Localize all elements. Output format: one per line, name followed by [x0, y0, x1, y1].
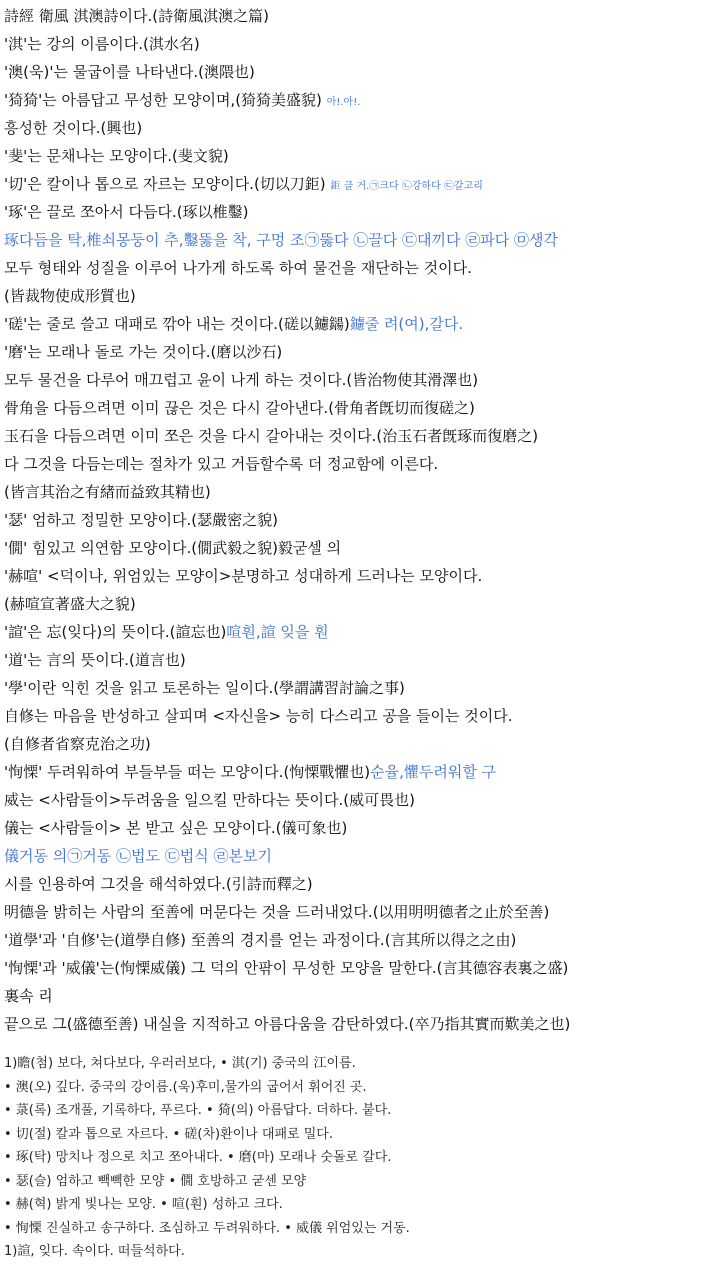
line-text: '瑟' 엄하고 정밀한 모양이다.(瑟嚴密之貌): [4, 511, 278, 529]
line-text: (赫喧宣著盛大之貌): [4, 595, 136, 613]
line-text: (皆言其治之有緖而益致其精也): [4, 483, 211, 501]
text-line: [4, 902, 709, 922]
footnote-line: • 赫(혁) 밝게 빛나는 모양. • 喧(훤) 성하고 크다.: [4, 1197, 283, 1212]
text-line: [4, 790, 709, 810]
text-line: [4, 566, 709, 586]
line-annotation: 순율,懼두려워할 구: [370, 763, 497, 781]
text-line: [4, 230, 709, 250]
line-text: '琢'은 끌로 쪼아서 다듬다.(琢以椎鑿): [4, 203, 249, 221]
line-text: '猗猗'는 아름답고 무성한 모양이며,(猗猗美盛貌): [4, 91, 327, 109]
line-text: 骨角을 다듬으려면 이미 끊은 것은 다시 갈아낸다.(骨角者旣切而復磋之): [4, 399, 475, 417]
line-text: 끝으로 그(盛德至善) 내실을 지적하고 아름다움을 감탄하였다.(卒乃指其實而歎美之也): [4, 1015, 571, 1033]
line-text: '斐'는 문채나는 모양이다.(斐文貌): [4, 147, 229, 165]
text-line: [4, 286, 709, 306]
line-text: 모두 물건을 다루어 매끄럽고 윤이 나게 하는 것이다.(皆治物使其滑澤也): [4, 371, 479, 389]
line-annotation: 喧훤,諠 잊을 훤: [226, 623, 329, 641]
line-text: '恂慄'과 '威儀'는(恂慄威儀) 그 덕의 안팎이 무성한 모양을 말한다.(言其德容表裏之盛): [4, 959, 569, 977]
text-line: [4, 62, 709, 82]
line-text: 威는 <사람들이>두려움을 일으킬 만하다는 뜻이다.(威可畏也): [4, 791, 415, 809]
footnote-line: • 澳(오) 깊다. 중국의 강이름.(욱)후미,물가의 굽어서 휘어진 곳.: [4, 1079, 367, 1095]
line-text: '澳(욱)'는 물굽이를 나타낸다.(澳隈也): [4, 63, 255, 81]
line-text: '諠'은 忘(잊다)의 뜻이다.(諠忘也): [4, 623, 227, 641]
line-text: 儀는 <사람들이> 본 받고 싶은 모양이다.(儀可象也): [4, 819, 348, 837]
text-line: [4, 258, 709, 278]
line-text: 詩經 衛風 淇澳詩이다.(詩衛風淇澳之篇): [4, 7, 269, 25]
text-line: [4, 6, 709, 26]
line-text: 흥성한 것이다.(興也): [4, 119, 143, 137]
line-text: '磨'는 모래나 돌로 가는 것이다.(磨以沙石): [4, 343, 283, 361]
line-text: '磋'는 줄로 쓸고 대패로 깎아 내는 것이다.(磋以鑢鐋): [4, 315, 350, 333]
line-annotation: 儀거동 의㉠거동 ㉡법도 ㉢법식 ㉣본보기: [4, 847, 272, 865]
text-line: [4, 426, 709, 446]
line-text: (皆裁物使成形質也): [4, 287, 136, 305]
text-line: [4, 482, 709, 502]
line-text: 모두 형태와 성질을 이루어 나가게 하도록 하여 물건을 재단하는 것이다.: [4, 259, 472, 277]
text-line: [4, 594, 709, 614]
footnote-line: 1)諠, 잊다. 속이다. 떠들석하다.: [4, 1244, 185, 1259]
text-line: [4, 958, 709, 978]
line-text: 明德을 밝히는 사람의 至善에 머문다는 것을 드러내었다.(以用明明德者之止於至善): [4, 903, 550, 921]
text-line: [4, 650, 709, 670]
text-line: [4, 370, 709, 390]
line-text: '道'는 言의 뜻이다.(道言也): [4, 651, 186, 669]
footnote-line: • 恂慄 진실하고 송구하다. 조심하고 두려워하다. • 威儀 위엄있는 거동.: [4, 1220, 410, 1236]
text-line: [4, 762, 709, 782]
line-text: '道學'과 '自修'는(道學自修) 至善의 경지를 얻는 과정이다.(言其所以得之之由): [4, 931, 517, 949]
footnote-line: 1)瞻(첨) 보다, 쳐다보다, 우러러보다, • 淇(기) 중국의 江이름.: [4, 1056, 356, 1071]
text-line: [4, 986, 709, 1006]
text-line: [4, 454, 709, 474]
footnote-line: • 瑟(슬) 엄하고 빽빽한 모양 • 僩 호방하고 굳센 모양: [4, 1173, 307, 1189]
text-line: [4, 622, 709, 642]
text-line: [4, 538, 709, 558]
text-line: [4, 846, 709, 866]
line-text: '學'이란 익힌 것을 읽고 토론하는 일이다.(學謂講習討論之事): [4, 679, 405, 697]
text-line: [4, 818, 709, 838]
line-text: 裏속 리: [4, 987, 53, 1005]
text-line: [4, 314, 709, 334]
text-line: [4, 678, 709, 698]
line-annotation-small: 鉅 클 거.㉠크다 ㉡강하다 ㉢갈고리: [330, 181, 483, 192]
line-text: (自修者省察克治之功): [4, 735, 151, 753]
line-text: 시를 인용하여 그것을 해석하였다.(引詩而釋之): [4, 875, 313, 893]
text-line: [4, 34, 709, 54]
text-line: [4, 342, 709, 362]
text-line: [4, 118, 709, 138]
text-line: [4, 874, 709, 894]
text-line: [4, 90, 709, 113]
text-line: [4, 174, 709, 197]
footnote-line: • 切(절) 칼과 톱으로 자르다. • 磋(차)환이나 대패로 밀다.: [4, 1126, 333, 1142]
line-text: '淇'는 강의 이름이다.(淇水名): [4, 35, 200, 53]
line-annotation-small: 아!.아!.: [326, 97, 361, 108]
line-text: 玉石을 다듬으려면 이미 쪼은 것을 다시 갈아내는 것이다.(治玉石者旣琢而復磨之): [4, 427, 539, 445]
line-text: '恂慄' 두려워하여 부들부들 떠는 모양이다.(恂慄戰懼也): [4, 763, 371, 781]
footnote-line: • 菉(록) 조개풀, 기록하다, 푸르다. • 猗(의) 아름답다. 더하다. 붙다.: [4, 1103, 392, 1118]
line-text: '切'은 칼이나 톱으로 자르는 모양이다.(切以刀鉅): [4, 175, 331, 193]
text-line: [4, 398, 709, 418]
text-line: [4, 202, 709, 222]
line-annotation: 琢다듬을 탁,椎쇠몽둥이 추,鑿뚫을 착, 구멍 조㉠뚫다 ㉡끌다 ㉢대끼다 ㉣파다 ㉤생각: [4, 231, 558, 249]
line-text: '僩' 힘있고 의연함 모양이다.(僩武毅之貌)毅굳셀 의: [4, 539, 342, 557]
line-text: 다 그것을 다듬는데는 절차가 있고 거듭할수록 더 정교함에 이른다.: [4, 455, 439, 473]
text-line: [4, 930, 709, 950]
line-text: '赫喧' <덕이나, 위엄있는 모양이>분명하고 성대하게 드러나는 모양이다.: [4, 567, 483, 585]
text-line: [4, 706, 709, 726]
text-line: [4, 146, 709, 166]
text-line: [4, 1014, 709, 1034]
line-text: 自修는 마음을 반성하고 살피며 <자신을> 능히 다스리고 공을 들이는 것이다.: [4, 707, 513, 725]
text-line: [4, 510, 709, 530]
footnote-line: • 琢(탁) 망치나 정으로 치고 쪼아내다. • 磨(마) 모래나 숫돌로 갈다.: [4, 1150, 392, 1165]
text-line: [4, 734, 709, 754]
line-annotation: 鑢줄 려(여),갈다.: [349, 315, 464, 333]
